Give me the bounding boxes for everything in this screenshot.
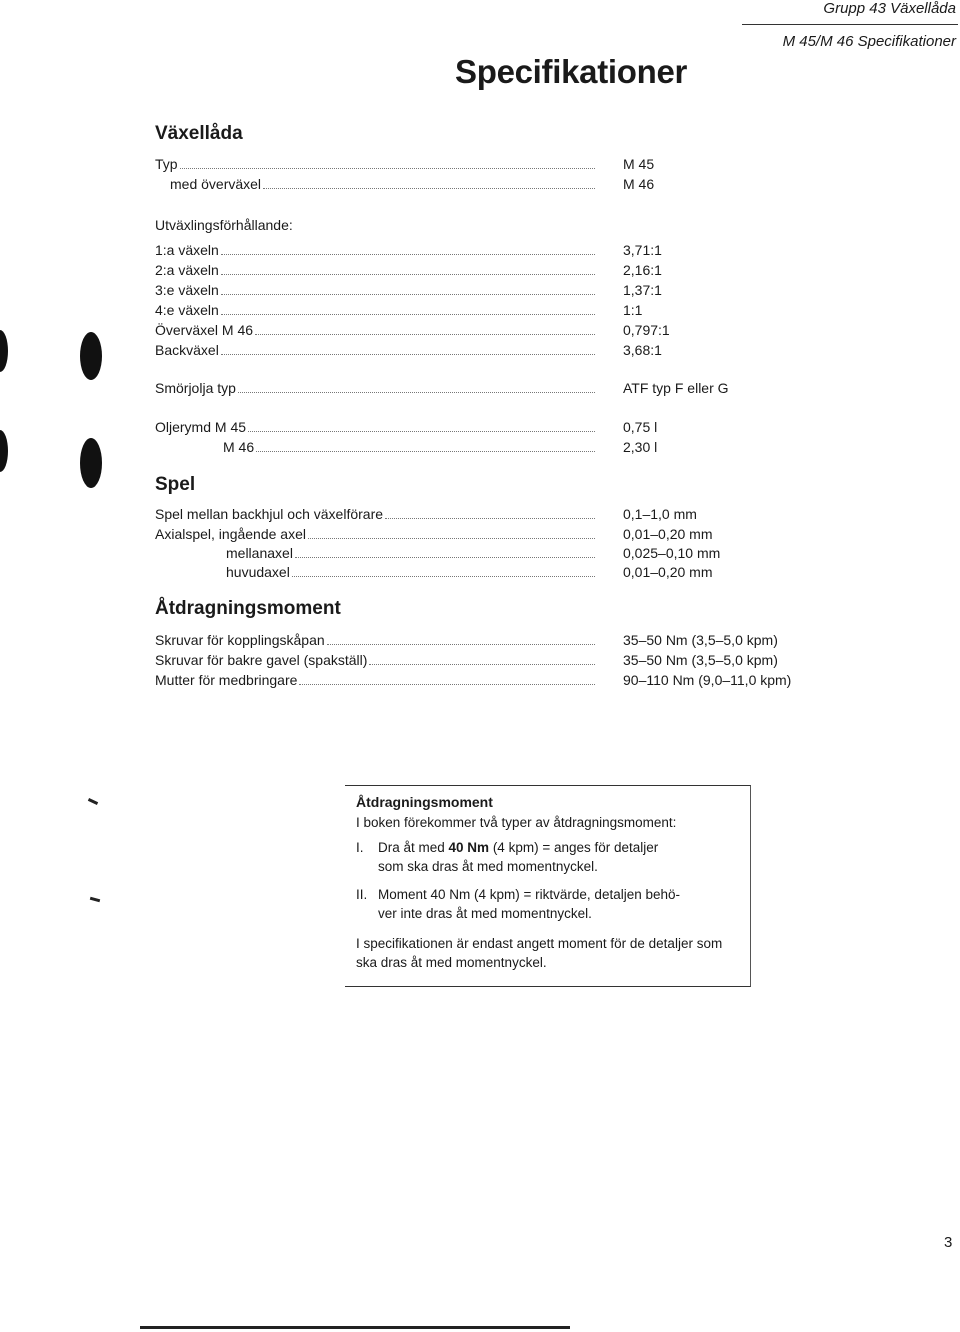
spec-row: [155, 562, 835, 582]
spec-value: 35–50 Nm (3,5–5,0 kpm): [623, 632, 778, 648]
spec-value: 35–50 Nm (3,5–5,0 kpm): [623, 652, 778, 668]
header-group: Grupp 43 Växellåda: [823, 0, 956, 17]
spec-value: ATF typ F eller G: [623, 380, 729, 396]
speck: [90, 897, 100, 902]
binder-hole-mark: [80, 332, 102, 380]
scan-edge-line: [140, 1326, 570, 1329]
spec-row: [155, 260, 835, 280]
spec-label: 3:e växeln: [155, 282, 219, 298]
header-rule: [742, 24, 958, 25]
binder-hole-mark: [0, 330, 8, 372]
binder-hole-mark: [80, 438, 102, 488]
note-item-number: II.: [356, 887, 368, 902]
spec-row: [155, 504, 835, 524]
spec-label: mellanaxel: [226, 545, 293, 561]
binder-hole-mark: [0, 430, 8, 472]
leader-dots: [256, 437, 595, 452]
leader-dots: [248, 417, 595, 432]
spec-value: 1:1: [623, 302, 643, 318]
section-title-gearbox: Växellåda: [155, 123, 243, 144]
leader-dots: [221, 240, 595, 255]
spec-value: M 46: [623, 176, 655, 192]
page-number: 3: [944, 1234, 953, 1251]
torque-note-box: [345, 785, 751, 987]
note-item-text: ver inte dras åt med momentnyckel.: [378, 906, 592, 921]
leader-dots: [221, 280, 595, 295]
spec-label: Överväxel M 46: [155, 322, 254, 338]
spec-label: Smörjolja typ: [155, 380, 236, 396]
leader-dots: [221, 300, 595, 315]
leader-dots: [263, 174, 595, 189]
spec-label: 4:e växeln: [155, 302, 219, 318]
note-intro: I boken förekommer två typer av åtdragningsmoment:: [356, 815, 677, 830]
spec-label: Oljerymd M 45: [155, 419, 247, 435]
spec-label: med överväxel: [170, 176, 262, 192]
spec-label: 2:a växeln: [155, 262, 219, 278]
spec-value: 2,30 l: [623, 439, 658, 455]
ratio-heading: Utväxlingsförhållande:: [155, 217, 293, 233]
leader-dots: [385, 504, 595, 519]
leader-dots: [308, 524, 595, 539]
note-item-text: (4 kpm) = anges för detaljer: [489, 840, 659, 855]
spec-row: [155, 240, 835, 260]
leader-dots: [369, 650, 595, 665]
leader-dots: [327, 630, 595, 645]
note-item-text: Dra åt med: [378, 840, 449, 855]
spec-row: [155, 280, 835, 300]
spec-row: [155, 524, 835, 544]
leader-dots: [180, 154, 595, 169]
note-item-number: I.: [356, 840, 364, 855]
leader-dots: [292, 562, 595, 577]
spec-label: 1:a växeln: [155, 242, 219, 258]
note-item-text: som ska dras åt med momentnyckel.: [378, 859, 598, 874]
leader-dots: [221, 340, 595, 355]
spec-row: [155, 378, 835, 398]
leader-dots: [295, 543, 595, 558]
spec-value: 0,797:1: [623, 322, 670, 338]
spec-row: [155, 417, 835, 437]
spec-label: Skruvar för kopplingskåpan: [155, 632, 325, 648]
leader-dots: [299, 670, 595, 685]
spec-row: [155, 670, 835, 690]
spec-label: M 46: [223, 439, 255, 455]
spec-row: [155, 340, 835, 360]
spec-row: [155, 154, 835, 174]
spec-value: 3,71:1: [623, 242, 662, 258]
spec-value: 0,1–1,0 mm: [623, 506, 697, 522]
leader-dots: [238, 378, 595, 393]
note-title: Åtdragningsmoment: [356, 794, 493, 810]
spec-label: Skruvar för bakre gavel (spakställ): [155, 652, 368, 668]
spec-label: huvudaxel: [226, 564, 290, 580]
spec-value: 2,16:1: [623, 262, 662, 278]
spec-row: [155, 437, 835, 457]
leader-dots: [221, 260, 595, 275]
spec-label: Typ: [155, 156, 178, 172]
spec-label: Backväxel: [155, 342, 219, 358]
spec-value: 1,37:1: [623, 282, 662, 298]
note-outro: I specifikationen är endast angett moment för de detaljer som ska dras åt med momentnyckel.: [356, 936, 723, 970]
leader-dots: [255, 320, 595, 335]
spec-row: [155, 630, 835, 650]
spec-label: Spel mellan backhjul och växelförare: [155, 506, 384, 522]
section-title-torque: Åtdragningsmoment: [155, 598, 341, 619]
section-title-play: Spel: [155, 474, 196, 495]
speck: [88, 798, 98, 805]
spec-value: 3,68:1: [623, 342, 662, 358]
spec-value: 0,75 l: [623, 419, 658, 435]
page-title: Specifikationer: [455, 53, 688, 90]
spec-row: [155, 543, 835, 563]
spec-label: Axialspel, ingående axel: [155, 526, 306, 542]
note-item-bold: 40 Nm: [448, 840, 490, 855]
spec-label: Mutter för medbringare: [155, 672, 298, 688]
spec-row: [155, 300, 835, 320]
spec-value: 90–110 Nm (9,0–11,0 kpm): [623, 672, 792, 688]
spec-row: [155, 320, 835, 340]
spec-value: 0,01–0,20 mm: [623, 564, 713, 580]
spec-value: M 45: [623, 156, 655, 172]
spec-row: [155, 174, 835, 194]
spec-value: 0,025–0,10 mm: [623, 545, 721, 561]
spec-value: 0,01–0,20 mm: [623, 526, 713, 542]
spec-row: [155, 650, 835, 670]
note-item-text: Moment 40 Nm (4 kpm) = riktvärde, detaljen behö-: [378, 887, 681, 902]
header-subtitle: M 45/M 46 Specifikationer: [782, 33, 956, 50]
